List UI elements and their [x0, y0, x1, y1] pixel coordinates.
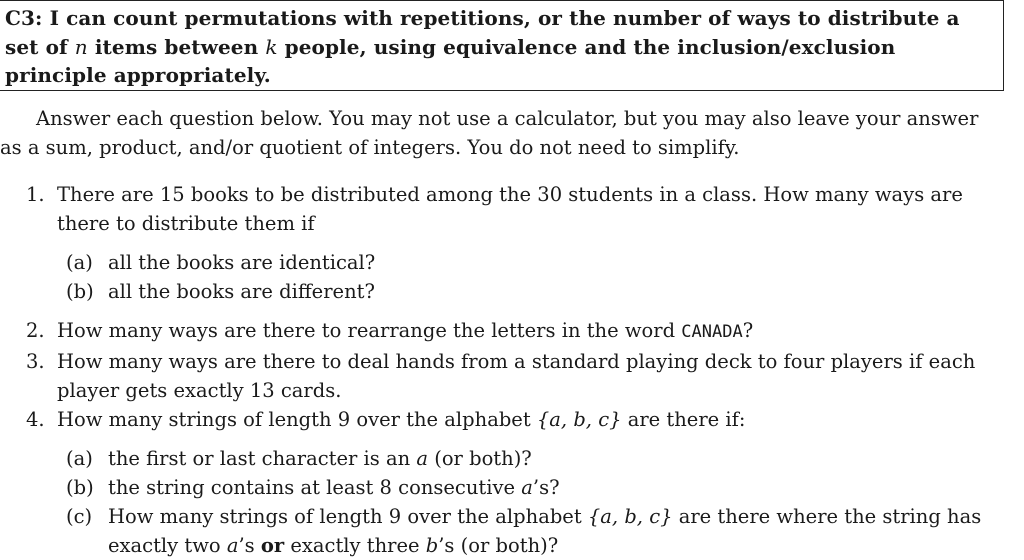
instructions-line-1: Answer each question below. You may not use a calculator, but you may also leave your answer [36, 107, 979, 130]
question-4c [0, 502, 1010, 560]
question-4-alphabet: {a, b, c} [536, 408, 622, 431]
question-2-end: ? [742, 319, 754, 342]
instructions-line-2: as a sum, product, and/or quotient of integers. You do not need to simplify. [0, 136, 740, 159]
question-4c-label: (c) [66, 505, 93, 528]
question-2 [0, 316, 1010, 347]
question-4a-label: (a) [66, 447, 93, 470]
question-4a [0, 444, 1010, 473]
question-4b-label: (b) [66, 476, 94, 499]
question-4c-text-1: How many strings of length 9 over the alphabet [108, 505, 588, 528]
question-4-end: are there if: [621, 408, 746, 431]
header-text-2: items between [87, 34, 266, 59]
question-1a-text: all the books are identical? [108, 251, 376, 274]
question-4c-text-2: are there where the string has exactly two [108, 505, 982, 557]
question-3-text: How many ways are there to deal hands from a standard playing deck to four players if each player gets exactly 13 cards. [57, 350, 976, 402]
question-4a-text-2: (or both)? [428, 447, 532, 470]
instructions [0, 104, 1000, 162]
header-text-3: people, using equivalence and the inclusion/exclusion principle appropriately. [5, 34, 896, 87]
question-3-number: 3. [26, 350, 45, 373]
question-4b-var: a [521, 476, 533, 499]
question-4c-or: or [260, 534, 285, 557]
objective-header [0, 0, 1004, 91]
question-4-text: How many strings of length 9 over the alphabet [57, 408, 537, 431]
question-4c-text-4: exactly three [284, 534, 426, 557]
question-4c-text-5: ’s (or both)? [438, 534, 559, 557]
question-4-number: 4. [26, 408, 45, 431]
question-2-text: How many ways are there to rearrange the letters in the word [57, 319, 682, 342]
question-2-word: CANADA [681, 322, 743, 342]
question-1b-text: all the books are different? [108, 280, 375, 303]
question-4b-text-1: the string contains at least 8 consecutive [108, 476, 522, 499]
question-4c-var-a: a [226, 534, 239, 557]
header-var-k: k [265, 34, 278, 59]
question-1a [0, 248, 1010, 277]
question-1-text: There are 15 books to be distributed among the 30 students in a class. How many ways are there to distribute them if [57, 183, 963, 235]
question-4b [0, 473, 1010, 502]
question-4 [0, 405, 1010, 434]
question-list [0, 180, 1010, 560]
question-1 [0, 180, 1010, 238]
header-var-n: n [74, 34, 88, 59]
header-text-1: C3: I can count permutations with repetitions, or the number of ways to distribute a set of [5, 6, 960, 59]
question-2-number: 2. [26, 319, 45, 342]
question-3 [0, 347, 1010, 405]
question-4c-alphabet: {a, b, c} [587, 505, 673, 528]
question-1b [0, 277, 1010, 306]
question-4c-text-3: ’s [238, 534, 261, 557]
question-4a-text-1: the first or last character is an [108, 447, 417, 470]
question-1b-label: (b) [66, 280, 94, 303]
question-4c-var-b: b [425, 534, 439, 557]
question-1-number: 1. [26, 183, 45, 206]
question-1a-label: (a) [66, 251, 93, 274]
question-4a-var: a [416, 447, 429, 470]
question-4b-text-2: ’s? [532, 476, 560, 499]
